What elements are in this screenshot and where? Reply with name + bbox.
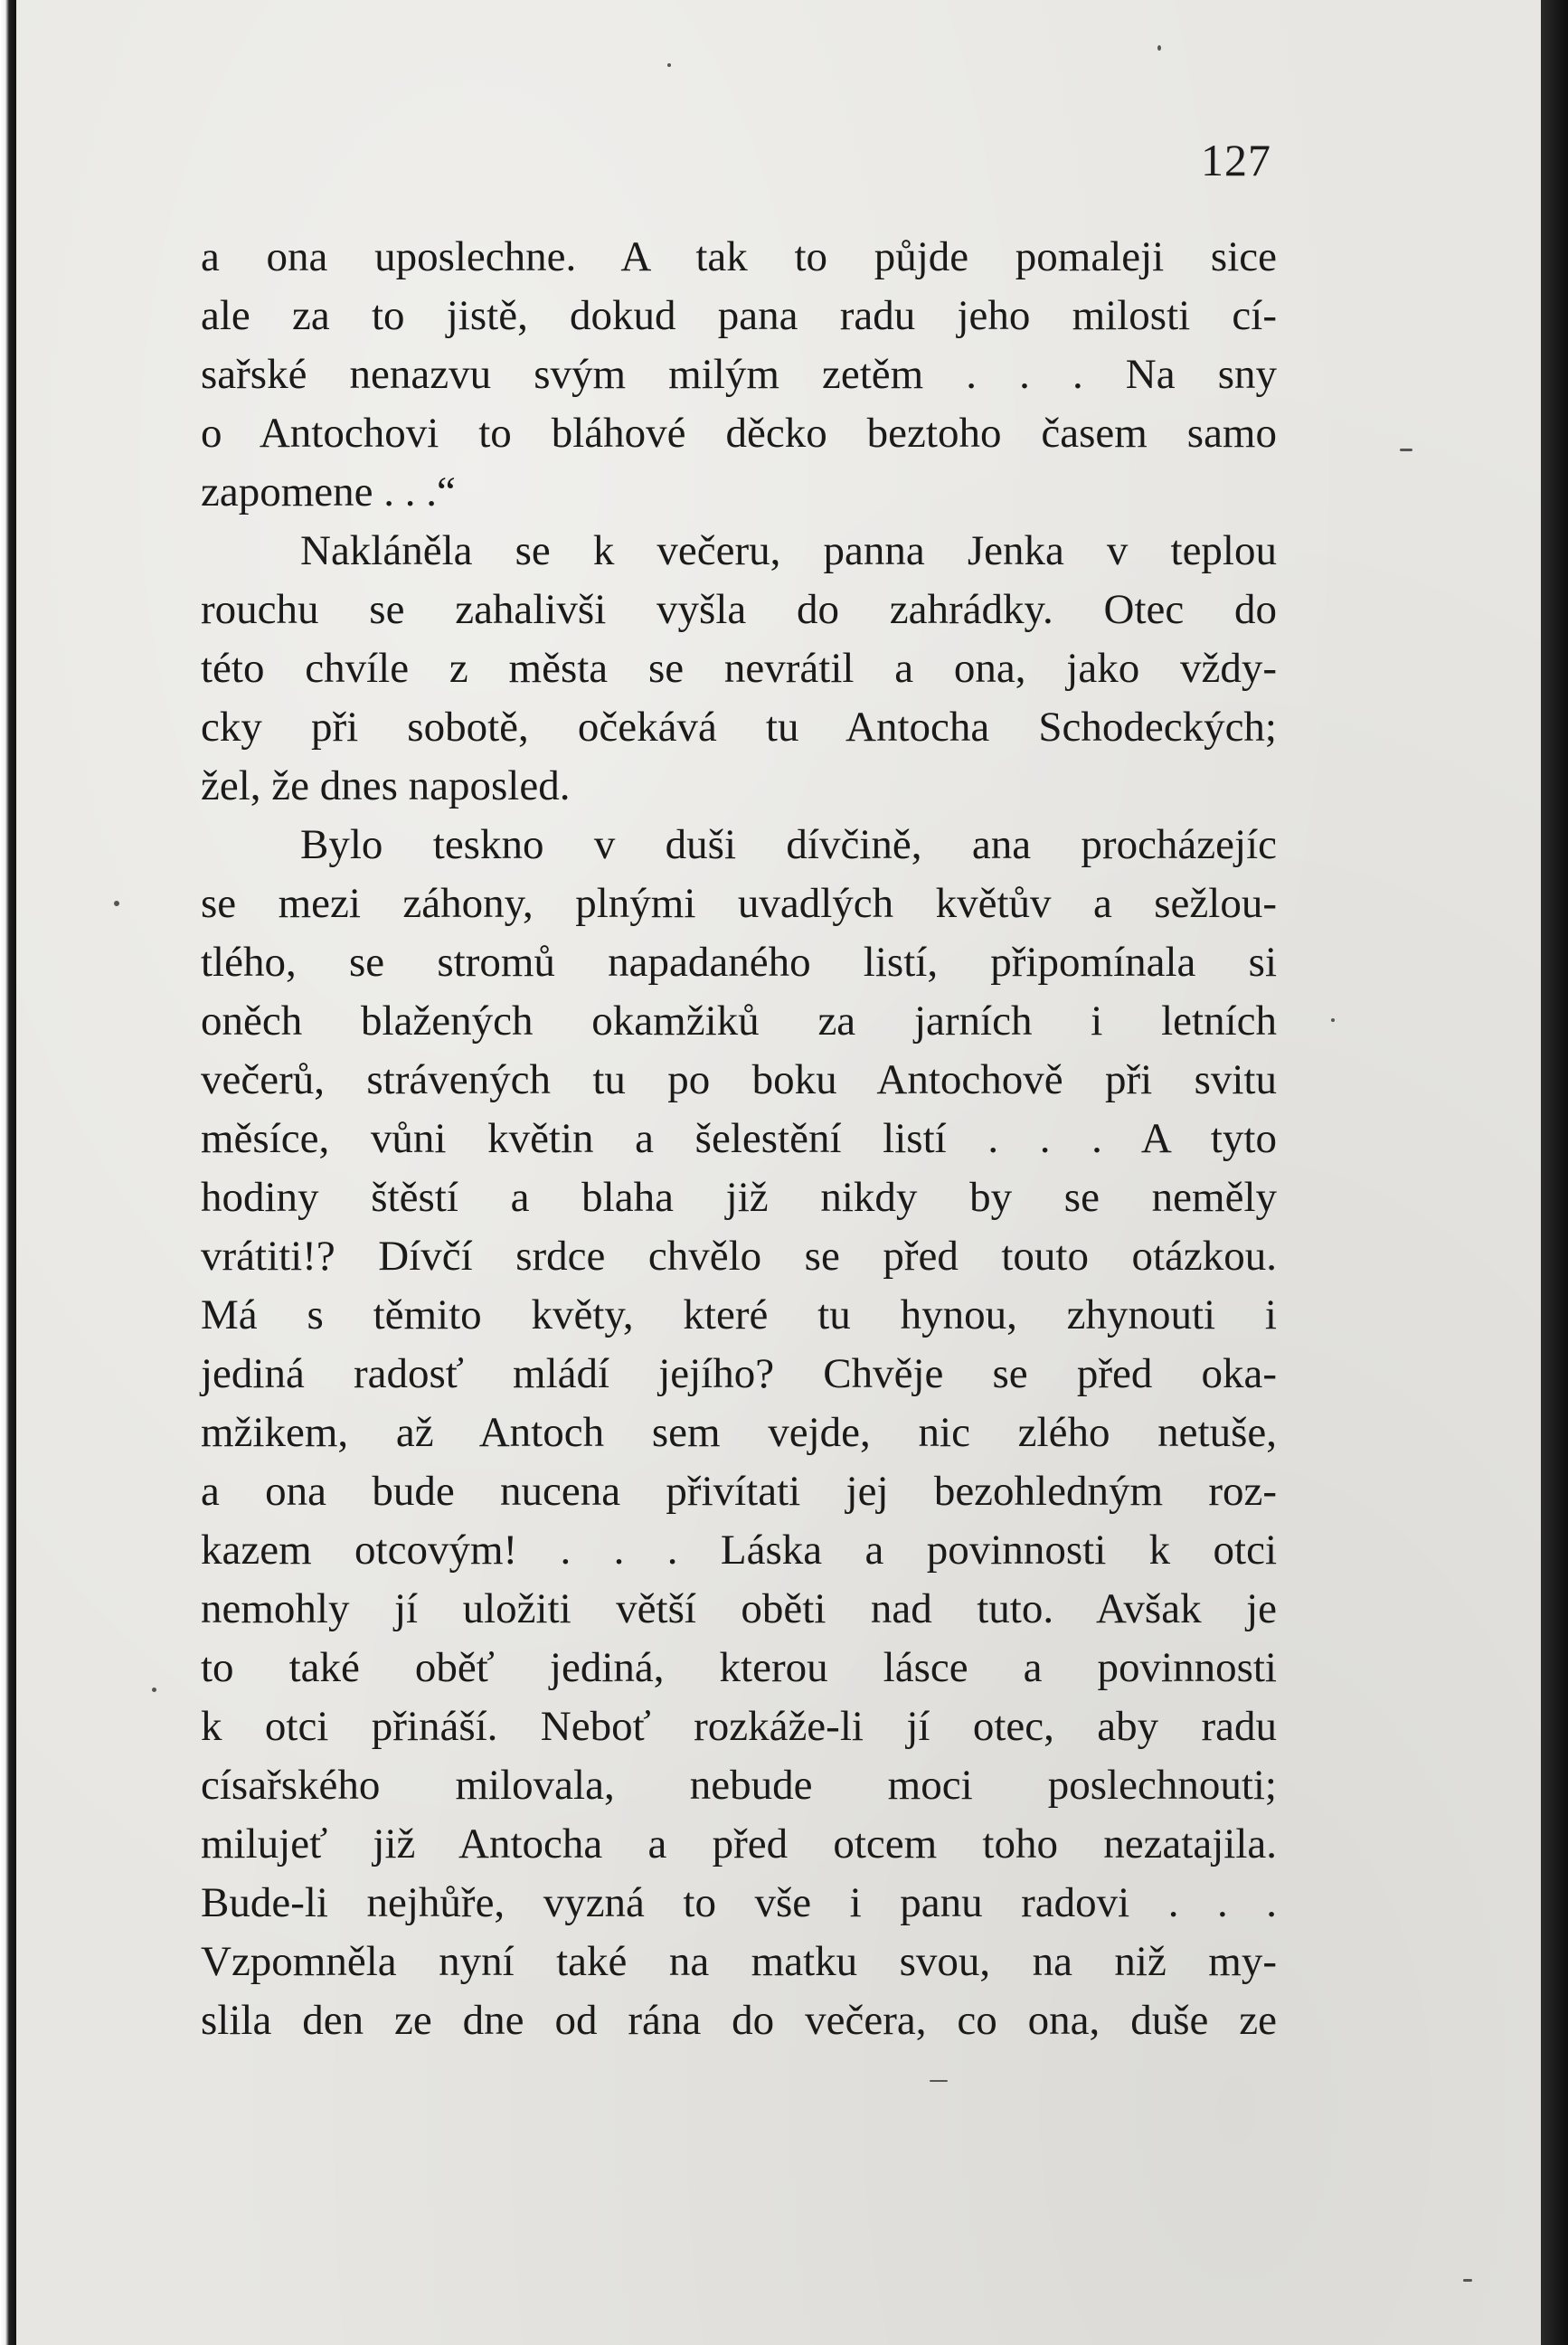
text-line: žel, že dnes naposled.: [201, 762, 571, 809]
scan-speck: [1463, 2279, 1472, 2282]
text-line: a ona uposlechne. A tak to půjde pomaleji sice: [201, 233, 1277, 280]
text-line: jediná radosť mládí jejího? Chvěje se před oka-: [201, 1350, 1277, 1397]
text-line: a ona bude nucena přivítati jej bezohledným roz-: [201, 1468, 1277, 1515]
text-line: mžikem, až Antoch sem vejde, nic zlého netuše,: [201, 1409, 1277, 1456]
book-page: [16, 0, 1541, 2345]
text-line: Nakláněla se k večeru, panna Jenka v teplou: [300, 527, 1277, 574]
text-line: milujeť již Antocha a před otcem toho nezatajila.: [201, 1820, 1277, 1867]
page-left-edge: [0, 0, 16, 2345]
text-line: k otci přináší. Neboť rozkáže-li jí otec, aby radu: [201, 1703, 1277, 1750]
scan-speck: [1331, 1018, 1335, 1022]
text-line: císařského milovala, nebude moci poslechnouti;: [201, 1762, 1277, 1809]
text-line: tlého, se stromů napadaného listí, připomínala si: [201, 939, 1277, 986]
text-line: to také oběť jediná, kterou lásce a povinnosti: [201, 1644, 1277, 1691]
page-number: 127: [1201, 135, 1271, 185]
scan-speck: [1157, 45, 1161, 51]
text-line: cky při sobotě, očekává tu Antocha Schodeckých;: [201, 704, 1277, 751]
text-line: sařské nenazvu svým milým zetěm . . . Na sny: [201, 351, 1277, 398]
scan-speck: [930, 2080, 948, 2082]
text-line: hodiny štěstí a blaha již nikdy by se neměly: [201, 1174, 1277, 1221]
page-right-edge: [1541, 0, 1568, 2345]
text-line: rouchu se zahalivši vyšla do zahrádky. Otec do: [201, 586, 1277, 633]
text-line: zapomene . . .“: [201, 468, 456, 515]
text-line: Bylo teskno v duši dívčině, ana procházejíc: [300, 821, 1277, 868]
scan-speck: [1400, 449, 1412, 451]
text-line: nemohly jí uložiti větší oběti nad tuto. Avšak je: [201, 1585, 1277, 1632]
scan-speck: [667, 63, 671, 67]
text-line: ale za to jistě, dokud pana radu jeho milosti cí-: [201, 292, 1277, 339]
scan-speck: [114, 901, 119, 906]
text-line: Má s těmito květy, které tu hynou, zhynouti i: [201, 1291, 1277, 1338]
text-line: se mezi záhony, plnými uvadlých květův a sežlou-: [201, 880, 1277, 927]
text-line: o Antochovi to bláhové děcko beztoho časem samo: [201, 410, 1277, 457]
text-line: měsíce, vůni květin a šelestění listí . . . A tyto: [201, 1115, 1277, 1162]
text-body: [201, 228, 1277, 2050]
text-line: této chvíle z města se nevrátil a ona, jako vždy-: [201, 645, 1277, 692]
text-line: vrátiti!? Dívčí srdce chvělo se před touto otázkou.: [201, 1233, 1277, 1280]
text-line: slila den ze dne od rána do večera, co ona, duše ze: [201, 1997, 1277, 2044]
text-line: oněch blažených okamžiků za jarních i letních: [201, 998, 1277, 1045]
text-line: Vzpomněla nyní také na matku svou, na niž my-: [201, 1938, 1277, 1985]
scan-speck: [152, 1688, 156, 1692]
text-line: kazem otcovým! . . . Láska a povinnosti k otci: [201, 1527, 1277, 1574]
text-line: večerů, strávených tu po boku Antochově při svitu: [201, 1056, 1277, 1103]
text-line: Bude-li nejhůře, vyzná to vše i panu radovi . . .: [201, 1879, 1277, 1926]
